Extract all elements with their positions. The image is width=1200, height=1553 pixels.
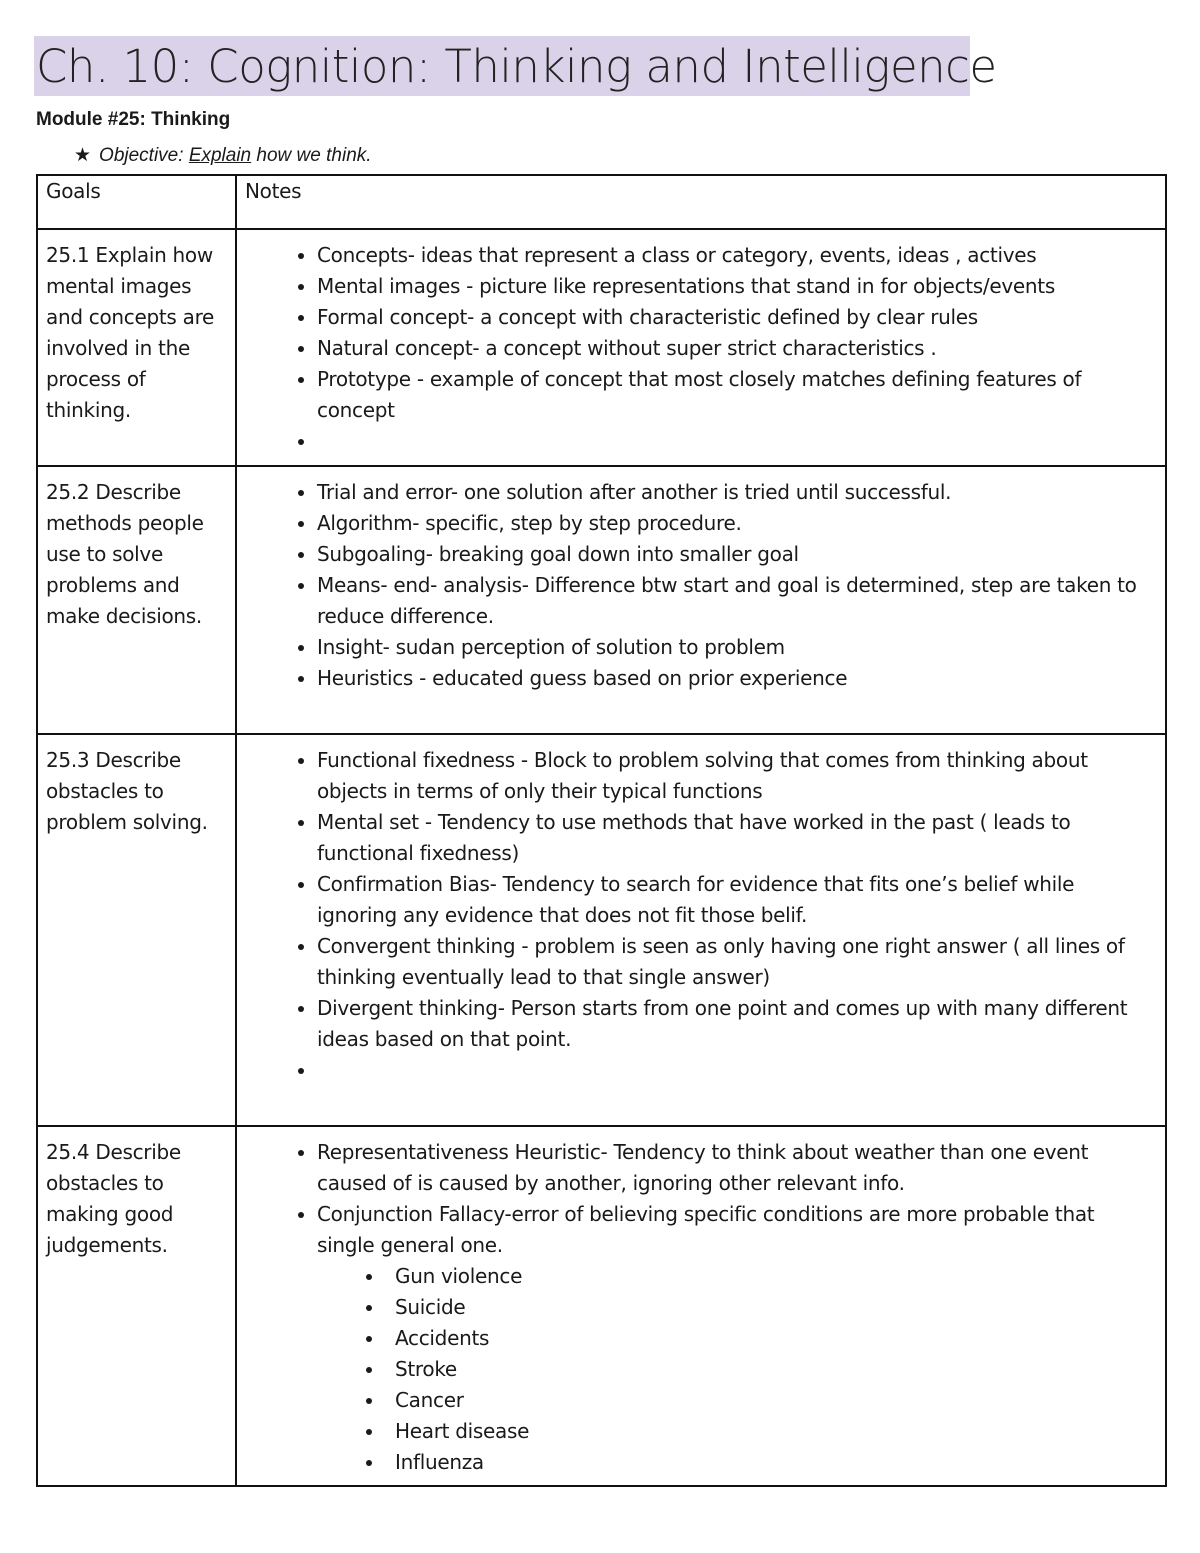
list-item: • Prototype - example of concept that most closely matches defining features of concept [317,364,1157,426]
objective-verb: Explain [188,145,252,166]
module-heading: Module #25: Thinking [36,109,231,130]
notes-table [36,174,1167,1487]
list-item: • Mental images - picture like representations that stand in for objects/events [317,271,1157,302]
numbered-item: • Influenza [385,1447,1157,1478]
notes-list [245,745,1157,1086]
notes-list [245,1137,1157,1478]
notes-header: Notes [236,175,1166,229]
list-item: • Convergent thinking - problem is seen as only having one right answer ( all lines of thinking eventually lead to that single answer) [317,931,1157,993]
list-item: • Confirmation Bias- Tendency to search for evidence that fits one’s belief while ignoring any evidence that does not fit those belif. [317,869,1157,931]
empty-bullet [317,1055,1157,1086]
table-row [37,734,1166,1126]
numbered-item: • Accidents [385,1323,1157,1354]
notes-cell [236,1126,1166,1486]
numbered-list [317,1261,1157,1478]
list-item: • Heuristics - educated guess based on prior experience [317,663,1157,694]
numbered-item: • Gun violence [385,1261,1157,1292]
goal-cell: 25.1 Explain how mental images and concepts are involved in the process of thinking. [37,229,236,466]
objective-text: how we think. [256,145,372,166]
list-item: • Trial and error- one solution after another is tried until successful. [317,477,1157,508]
goal-cell: 25.2 Describe methods people use to solve problems and make decisions. [37,466,236,734]
list-item: • Subgoaling- breaking goal down into smaller goal [317,539,1157,570]
numbered-item: • Cancer [385,1385,1157,1416]
table-header-row [37,175,1166,229]
notes-list [245,240,1157,457]
list-item: • Means- end- analysis- Difference btw start and goal is determined, step are taken to reduce difference. [317,570,1157,632]
objective-line [74,144,372,167]
list-item: • Algorithm- specific, step by step procedure. [317,508,1157,539]
numbered-item: • Stroke [385,1354,1157,1385]
table-row [37,466,1166,734]
list-item-text: Conjunction Fallacy-error of believing specific conditions are more probable that single general one. [317,1202,1095,1257]
notes-cell [236,466,1166,734]
numbered-item: • Suicide [385,1292,1157,1323]
goals-header: Goals [37,175,236,229]
list-item: • Natural concept- a concept without super strict characteristics . [317,333,1157,364]
star-icon: ★ [74,145,92,166]
notes-list [245,477,1157,694]
list-item: • Divergent thinking- Person starts from one point and comes up with many different ideas based on that point. [317,993,1157,1055]
list-item: • Representativeness Heuristic- Tendency to think about weather than one event caused of is caused by another, ignoring other relevant info. [317,1137,1157,1199]
empty-bullet [317,426,1157,457]
list-item: • Functional fixedness - Block to problem solving that comes from thinking about objects in terms of only their typical functions [317,745,1157,807]
notes-cell [236,229,1166,466]
objective-prefix: Objective: [99,145,184,166]
page-title: Ch. 10: Cognition: Thinking and Intelligence [34,36,970,96]
numbered-item: • Heart disease [385,1416,1157,1447]
table-row [37,1126,1166,1486]
list-item: • Concepts- ideas that represent a class or category, events, ideas , actives [317,240,1157,271]
goal-cell: 25.3 Describe obstacles to problem solving. [37,734,236,1126]
list-item: • Mental set - Tendency to use methods that have worked in the past ( leads to functional fixedness) [317,807,1157,869]
notes-cell [236,734,1166,1126]
list-item: • Insight- sudan perception of solution to problem [317,632,1157,663]
list-item [317,1199,1157,1478]
table-row [37,229,1166,466]
list-item: • Formal concept- a concept with characteristic defined by clear rules [317,302,1157,333]
goal-cell: 25.4 Describe obstacles to making good judgements. [37,1126,236,1486]
